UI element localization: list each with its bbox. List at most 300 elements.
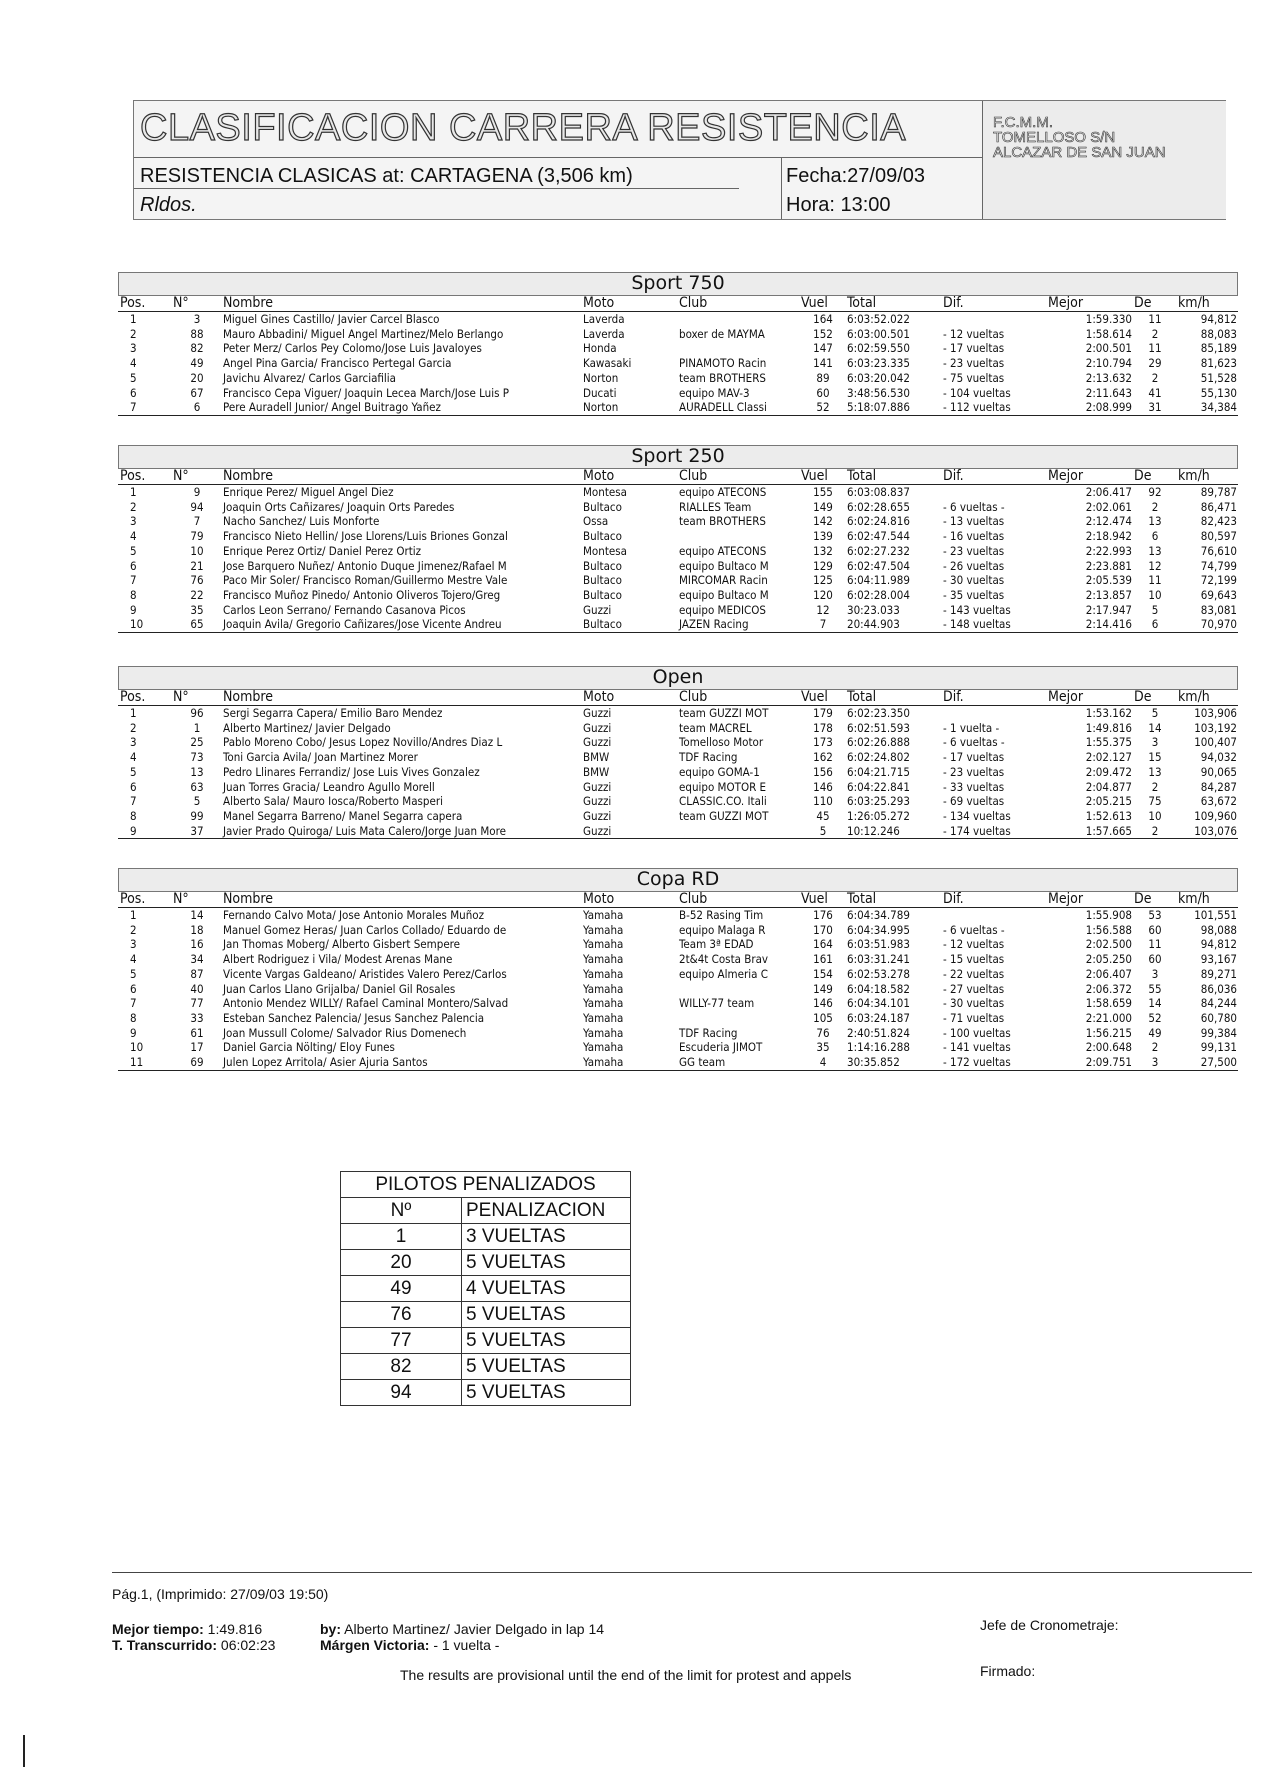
cell-total: 5:18:07.886 <box>846 400 942 415</box>
cell-best: 2:02.061 <box>1085 499 1132 514</box>
cell-number: 40 <box>190 981 204 996</box>
cell-number: 6 <box>172 400 222 415</box>
column-header-name: Nombre <box>222 892 582 908</box>
cell-moto: Bultaco <box>583 499 622 514</box>
cell-pos: 4 <box>130 529 137 544</box>
cell-total: 6:02:53.278 <box>847 966 910 981</box>
cell-pos: 3 <box>130 735 137 750</box>
cell-best: 2:00.648 <box>1085 1040 1132 1055</box>
cell-total: 6:03:25.293 <box>847 794 910 809</box>
column-header-best: Mejor <box>1047 469 1133 485</box>
cell-diff <box>942 706 1047 721</box>
cell-best: 1:52.613 <box>1085 808 1132 823</box>
cell-total: 10:12.246 <box>846 824 942 839</box>
cell-laps: 110 <box>813 794 833 809</box>
cell-best: 2:22.993 <box>1085 543 1132 558</box>
cell-laps: 125 <box>813 573 833 588</box>
cell-name: Jose Barquero Nuñez/ Antonio Duque Jimenez/Rafael M <box>223 558 507 573</box>
cell-total: 6:04:22.841 <box>847 779 910 794</box>
cell-best: 2:00.501 <box>1085 341 1132 356</box>
cell-laps: 60 <box>816 385 830 400</box>
cell-diff <box>942 485 1047 500</box>
penalties-col-number: Nº <box>341 1198 462 1224</box>
penalty-value: 3 VUELTAS <box>462 1224 631 1250</box>
cell-diff: - 16 vueltas <box>943 529 1005 544</box>
column-header-diff: Dif. <box>942 892 1047 908</box>
cell-club: TDF Racing <box>679 1025 738 1040</box>
cell-name: Paco Mir Soler/ Francisco Roman/Guillermo Mestre Vale <box>223 573 508 588</box>
cell-laps: 178 <box>813 720 833 735</box>
cell-number: 16 <box>190 937 204 952</box>
table-row <box>118 400 1238 415</box>
cell-laps: 179 <box>813 706 833 720</box>
cell-speed: 85,189 <box>1200 341 1237 356</box>
penalty-rider-number: 1 <box>341 1224 462 1250</box>
column-header-moto: Moto <box>582 296 678 312</box>
column-header-lap: De <box>1133 690 1177 706</box>
cell-name: Vicente Vargas Galdeano/ Aristides Valero Perez/Carlos <box>223 966 507 981</box>
table-row <box>118 721 1238 736</box>
best-by-label: by: <box>320 1621 341 1637</box>
cell-diff <box>942 908 1047 923</box>
cell-diff: - 13 vueltas <box>943 514 1005 529</box>
cell-best: 1:56.588 <box>1085 922 1132 937</box>
cell-club: equipo GOMA-1 <box>679 764 760 779</box>
elapsed-line <box>112 1637 275 1653</box>
event-subtitle: RESISTENCIA CLASICAS at: CARTAGENA (3,506 km) <box>140 165 633 187</box>
cell-total: 30:35.852 <box>846 1055 942 1070</box>
column-header-diff: Dif. <box>942 296 1047 312</box>
cell-total: 2:40:51.824 <box>847 1025 910 1040</box>
penalty-value: 5 VUELTAS <box>462 1354 631 1380</box>
cell-club: GG team <box>678 1055 800 1070</box>
cell-moto: Ossa <box>583 514 609 529</box>
header-divider <box>134 188 739 189</box>
penalty-row <box>341 1354 631 1380</box>
cell-speed: 101,551 <box>1194 908 1237 922</box>
table-header-row <box>118 892 1238 908</box>
cell-pos: 2 <box>130 499 137 514</box>
column-header-club: Club <box>678 469 800 485</box>
cell-club: TDF Racing <box>679 750 738 765</box>
cell-number: 88 <box>190 326 204 341</box>
cell-lap: 11 <box>1148 341 1162 356</box>
table-row <box>118 485 1238 500</box>
penalty-row <box>341 1224 631 1250</box>
cell-pos: 4 <box>130 952 137 967</box>
cell-total: 6:04:34.101 <box>847 996 910 1011</box>
cell-number: 22 <box>190 587 204 602</box>
cell-pos: 4 <box>130 750 137 765</box>
cell-diff: - 23 vueltas <box>943 543 1005 558</box>
cell-lap: 13 <box>1148 764 1162 779</box>
cell-pos: 6 <box>130 385 137 400</box>
table-row <box>118 327 1238 342</box>
cell-moto: Montesa <box>583 485 627 499</box>
cell-best: 2:06.417 <box>1085 485 1132 499</box>
cell-club: team BROTHERS <box>679 514 766 529</box>
cell-diff: - 23 vueltas <box>943 356 1005 371</box>
results-section <box>118 445 1238 633</box>
cell-pos: 5 <box>130 764 137 779</box>
cell-best: 2:08.999 <box>1047 400 1133 415</box>
cell-lap: 3 <box>1151 735 1159 750</box>
cell-speed: 103,076 <box>1177 824 1238 839</box>
cell-laps: 132 <box>813 543 833 558</box>
cell-moto: Yamaha <box>583 981 624 996</box>
cell-total: 6:02:24.816 <box>847 514 910 529</box>
cell-laps: 5 <box>800 824 846 839</box>
column-header-lap: De <box>1133 892 1177 908</box>
cell-pos: 4 <box>130 356 137 371</box>
cell-lap: 3 <box>1133 1055 1177 1070</box>
cell-lap: 3 <box>1151 966 1159 981</box>
penalties-header-row <box>341 1198 631 1224</box>
cell-number: 76 <box>190 573 204 588</box>
organizer-panel <box>982 101 1226 219</box>
cell-number: 99 <box>190 808 204 823</box>
cell-moto: Guzzi <box>582 824 678 839</box>
cell-best: 1:59.330 <box>1085 312 1132 326</box>
cell-moto: Guzzi <box>583 720 612 735</box>
cell-diff <box>942 312 1047 327</box>
penalty-value: 5 VUELTAS <box>462 1302 631 1328</box>
cell-name: Sergi Segarra Capera/ Emilio Baro Mendez <box>223 706 443 720</box>
cell-speed: 51,528 <box>1200 370 1237 385</box>
column-header-speed: km/h <box>1177 892 1238 908</box>
table-row <box>118 908 1238 923</box>
cell-lap: 29 <box>1148 356 1162 371</box>
cell-diff: - 69 vueltas <box>943 794 1005 809</box>
cell-laps: 173 <box>813 735 833 750</box>
cell-moto: Guzzi <box>583 808 612 823</box>
section-band <box>118 445 1238 469</box>
section-title: Copa RD <box>636 868 720 890</box>
cell-diff: - 17 vueltas <box>943 341 1005 356</box>
cell-diff: - 30 vueltas <box>943 573 1005 588</box>
cell-total: 6:04:34.995 <box>847 922 910 937</box>
cell-diff: - 174 vueltas <box>942 824 1047 839</box>
cell-best: 2:09.472 <box>1085 764 1132 779</box>
cell-laps: 155 <box>813 485 833 499</box>
cell-total: 6:02:47.544 <box>847 529 910 544</box>
cell-club: MIRCOMAR Racin <box>679 573 768 588</box>
cell-diff: - 15 vueltas <box>943 952 1005 967</box>
cell-pos: 1 <box>130 485 137 499</box>
cell-speed: 86,036 <box>1200 981 1237 996</box>
table-row <box>118 588 1238 603</box>
cell-club: equipo MAV-3 <box>679 385 750 400</box>
cell-number: 87 <box>190 966 204 981</box>
cell-number: 18 <box>190 922 204 937</box>
cell-lap: 13 <box>1148 514 1162 529</box>
cell-name: Julen Lopez Arritola/ Asier Ajuria Santos <box>222 1055 582 1070</box>
cell-club: equipo Bultaco M <box>679 558 769 573</box>
cell-diff: - 148 vueltas <box>942 617 1047 632</box>
cell-best: 2:11.643 <box>1085 385 1132 400</box>
penalty-rider-number: 77 <box>341 1328 462 1354</box>
cell-lap: 5 <box>1151 602 1159 617</box>
cell-best: 2:02.500 <box>1085 937 1132 952</box>
cell-lap: 13 <box>1148 543 1162 558</box>
column-header-moto: Moto <box>582 469 678 485</box>
cell-moto: Guzzi <box>583 706 612 720</box>
cell-moto: BMW <box>583 750 610 765</box>
table-row <box>118 824 1238 839</box>
cell-laps: 149 <box>813 499 833 514</box>
cell-speed: 93,167 <box>1200 952 1237 967</box>
cell-number: 67 <box>190 385 204 400</box>
cell-number: 35 <box>190 602 204 617</box>
cell-moto: Bultaco <box>583 558 622 573</box>
cell-lap: 14 <box>1148 996 1162 1011</box>
cell-laps: 142 <box>813 514 833 529</box>
cell-total: 1:26:05.272 <box>847 808 910 823</box>
cell-total: 6:04:11.989 <box>847 573 910 588</box>
cell-name: Joaquin Avila/ Gregorio Cañizares/Jose Vicente Andreu <box>222 617 582 632</box>
cell-laps: 120 <box>813 587 833 602</box>
cell-moto: Laverda <box>583 326 625 341</box>
cell-best: 1:53.162 <box>1085 706 1132 720</box>
table-row <box>118 356 1238 371</box>
cell-speed: 82,423 <box>1200 514 1237 529</box>
penalty-rider-number: 49 <box>341 1276 462 1302</box>
cell-lap: 2 <box>1151 499 1159 514</box>
column-header-speed: km/h <box>1177 690 1238 706</box>
cell-club: B-52 Rasing Tim <box>679 908 764 922</box>
table-row <box>118 559 1238 574</box>
cell-diff: - 75 vueltas <box>943 370 1005 385</box>
cell-number: 69 <box>172 1055 222 1070</box>
cell-speed: 80,597 <box>1200 529 1237 544</box>
cell-total: 6:04:34.789 <box>847 908 910 922</box>
cell-number: 9 <box>193 485 201 499</box>
cell-total: 6:02:47.504 <box>847 558 910 573</box>
cell-diff: - 1 vuelta - <box>943 720 1000 735</box>
cell-name: Enrique Perez/ Miguel Angel Diez <box>223 485 394 499</box>
cell-total: 6:03:08.837 <box>847 485 910 499</box>
cell-name: Francisco Muñoz Pinedo/ Antonio Oliveros Tojero/Greg <box>223 587 501 602</box>
cell-lap: 12 <box>1148 558 1162 573</box>
cell-diff: - 30 vueltas <box>943 996 1005 1011</box>
column-header-lap: De <box>1133 469 1177 485</box>
cell-laps: 146 <box>813 996 833 1011</box>
cell-club: RIALLES Team <box>679 499 752 514</box>
cell-total: 6:03:00.501 <box>847 326 910 341</box>
cell-moto: Yamaha <box>583 1010 624 1025</box>
cell-speed: 81,623 <box>1200 356 1237 371</box>
cell-lap: 15 <box>1148 750 1162 765</box>
penalty-rider-number: 94 <box>341 1380 462 1406</box>
cell-pos: 5 <box>130 543 137 558</box>
cell-name: Fernando Calvo Mota/ Jose Antonio Morales Muñoz <box>223 908 485 922</box>
cell-lap: 2 <box>1151 370 1159 385</box>
cell-speed: 84,244 <box>1200 996 1237 1011</box>
cell-club: equipo ATECONS <box>679 543 767 558</box>
column-header-total: Total <box>846 690 942 706</box>
cell-club: JAZEN Racing <box>678 617 800 632</box>
cell-diff: - 143 vueltas <box>943 602 1011 617</box>
best-by-line <box>320 1621 604 1637</box>
column-header-diff: Dif. <box>942 690 1047 706</box>
victory-margin-label: Márgen Victoria: <box>320 1637 430 1653</box>
cell-name: Juan Carlos Llano Grijalba/ Daniel Gil Rosales <box>223 981 456 996</box>
results-section <box>118 868 1238 1071</box>
table-row <box>118 1011 1238 1026</box>
column-header-club: Club <box>678 296 800 312</box>
cell-speed: 63,672 <box>1200 794 1237 809</box>
cell-pos: 7 <box>130 573 137 588</box>
cell-name: Angel Pina Garcia/ Francisco Pertegal Garcia <box>223 356 452 371</box>
penalty-row <box>341 1302 631 1328</box>
results-table <box>118 892 1238 1071</box>
table-row <box>118 573 1238 588</box>
cell-lap: 2 <box>1133 824 1177 839</box>
cell-laps: 45 <box>816 808 830 823</box>
cell-laps: 12 <box>816 602 830 617</box>
cell-total: 6:03:31.241 <box>847 952 910 967</box>
cell-diff: - 6 vueltas - <box>943 922 1005 937</box>
header-divider <box>134 157 982 158</box>
cell-speed: 103,906 <box>1194 706 1237 720</box>
column-header-pos: Pos. <box>118 690 172 706</box>
cell-name: Alberto Sala/ Mauro Iosca/Roberto Masperi <box>223 794 443 809</box>
cell-total: 6:03:24.187 <box>847 1010 910 1025</box>
cell-number: 13 <box>190 764 204 779</box>
cell-club: team GUZZI MOT <box>679 808 769 823</box>
cell-laps: 141 <box>813 356 833 371</box>
table-row <box>118 1040 1238 1055</box>
organizer-line-1: F.C.M.M. <box>993 114 1053 131</box>
cell-club: Escuderia JIMOT <box>679 1040 763 1055</box>
penalty-row <box>341 1328 631 1354</box>
cell-diff: - 12 vueltas <box>943 937 1005 952</box>
cell-lap: 6 <box>1133 617 1177 632</box>
cell-diff: - 27 vueltas <box>943 981 1005 996</box>
cell-speed: 94,032 <box>1200 750 1237 765</box>
section-title: Open <box>652 666 704 688</box>
cell-number: 73 <box>190 750 204 765</box>
cell-best: 2:02.127 <box>1085 750 1132 765</box>
cell-speed: 94,812 <box>1200 312 1237 326</box>
cell-club <box>678 982 800 997</box>
results-table <box>118 296 1238 416</box>
column-header-speed: km/h <box>1177 469 1238 485</box>
cell-laps: 152 <box>813 326 833 341</box>
results-section <box>118 666 1238 839</box>
table-row <box>118 923 1238 938</box>
cell-pos: 7 <box>130 794 137 809</box>
cell-number: 82 <box>190 341 204 356</box>
cell-pos: 10 <box>118 617 172 632</box>
cell-lap: 49 <box>1148 1025 1162 1040</box>
cell-moto: Yamaha <box>583 952 624 967</box>
timekeeper-label: Jefe de Cronometraje: <box>980 1617 1119 1633</box>
page-info: Pág.1, (Imprimido: 27/09/03 19:50) <box>112 1586 329 1602</box>
cell-club: team MACREL <box>679 720 752 735</box>
cell-number: 94 <box>190 499 204 514</box>
cell-pos: 11 <box>118 1055 172 1070</box>
cell-name: Carlos Leon Serrano/ Fernando Casanova Picos <box>223 602 466 617</box>
cell-best: 1:58.614 <box>1085 326 1132 341</box>
cell-name: Peter Merz/ Carlos Pey Colomo/Jose Luis Javaloyes <box>223 341 482 356</box>
cell-moto: Bultaco <box>583 529 622 544</box>
cell-pos: 7 <box>118 400 172 415</box>
cell-lap: 5 <box>1151 706 1159 720</box>
cell-best: 1:49.816 <box>1085 720 1132 735</box>
cell-club <box>678 529 800 544</box>
cell-moto: Bultaco <box>583 573 622 588</box>
cell-speed: 90,065 <box>1200 764 1237 779</box>
signature-label: Firmado: <box>980 1663 1036 1679</box>
cell-speed: 99,384 <box>1200 1025 1237 1040</box>
results-label: Rldos. <box>140 194 197 216</box>
section-band <box>118 272 1238 296</box>
cell-moto: Laverda <box>583 312 625 326</box>
cell-pos: 1 <box>130 908 137 922</box>
table-row <box>118 750 1238 765</box>
cell-laps: 146 <box>813 779 833 794</box>
cell-lap: 75 <box>1148 794 1162 809</box>
cell-moto: Yamaha <box>583 1025 624 1040</box>
event-time: Hora: 13:00 <box>786 194 891 216</box>
penalty-rider-number: 20 <box>341 1250 462 1276</box>
column-header-number: N° <box>172 690 222 706</box>
cell-diff: - 26 vueltas <box>943 558 1005 573</box>
cell-number: 25 <box>190 735 204 750</box>
cell-name: Juan Torres Gracia/ Leandro Agullo Morell <box>223 779 435 794</box>
table-row <box>118 1055 1238 1070</box>
cell-pos: 9 <box>118 824 172 839</box>
cell-total: 6:02:59.550 <box>847 341 910 356</box>
cell-name: Javier Prado Quiroga/ Luis Mata Calero/Jorge Juan More <box>222 824 582 839</box>
cell-speed: 98,088 <box>1200 922 1237 937</box>
cell-best: 2:18.942 <box>1085 529 1132 544</box>
cell-name: Manel Segarra Barreno/ Manel Segarra capera <box>223 808 463 823</box>
cell-name: Antonio Mendez WILLY/ Rafael Caminal Montero/Salvad <box>223 996 509 1011</box>
column-header-diff: Dif. <box>942 469 1047 485</box>
cell-moto: Yamaha <box>583 937 624 952</box>
best-by-value: Alberto Martinez/ Javier Delgado in lap 14 <box>344 1621 605 1637</box>
cell-moto: Montesa <box>583 543 627 558</box>
cell-pos: 2 <box>130 326 137 341</box>
cell-club: equipo Bultaco M <box>679 587 769 602</box>
cell-diff: - 141 vueltas <box>943 1040 1011 1055</box>
column-header-laps: Vuel <box>800 296 846 312</box>
cell-speed: 84,287 <box>1200 779 1237 794</box>
cell-diff: - 12 vueltas <box>943 326 1005 341</box>
cell-best: 2:13.632 <box>1085 370 1132 385</box>
cell-number: 61 <box>190 1025 204 1040</box>
cell-laps: 35 <box>816 1040 830 1055</box>
cell-best: 2:04.877 <box>1085 779 1132 794</box>
cell-total: 6:03:52.022 <box>847 312 910 326</box>
cell-pos: 5 <box>130 370 137 385</box>
cell-name: Jan Thomas Moberg/ Alberto Gisbert Sempere <box>223 937 461 952</box>
results-header <box>133 100 1226 220</box>
cell-name: Nacho Sanchez/ Luis Monforte <box>223 514 380 529</box>
best-time-value: 1:49.816 <box>207 1621 263 1637</box>
cell-name: Francisco Nieto Hellin/ Jose Llorens/Luis Briones Gonzal <box>223 529 508 544</box>
cell-laps: 164 <box>813 312 833 326</box>
cell-number: 37 <box>172 824 222 839</box>
table-row <box>118 937 1238 952</box>
cell-club: equipo Almeria C <box>679 966 768 981</box>
cell-pos: 8 <box>130 587 137 602</box>
cell-moto: Guzzi <box>583 779 612 794</box>
cell-best: 2:23.881 <box>1085 558 1132 573</box>
cell-diff: - 33 vueltas <box>943 779 1005 794</box>
